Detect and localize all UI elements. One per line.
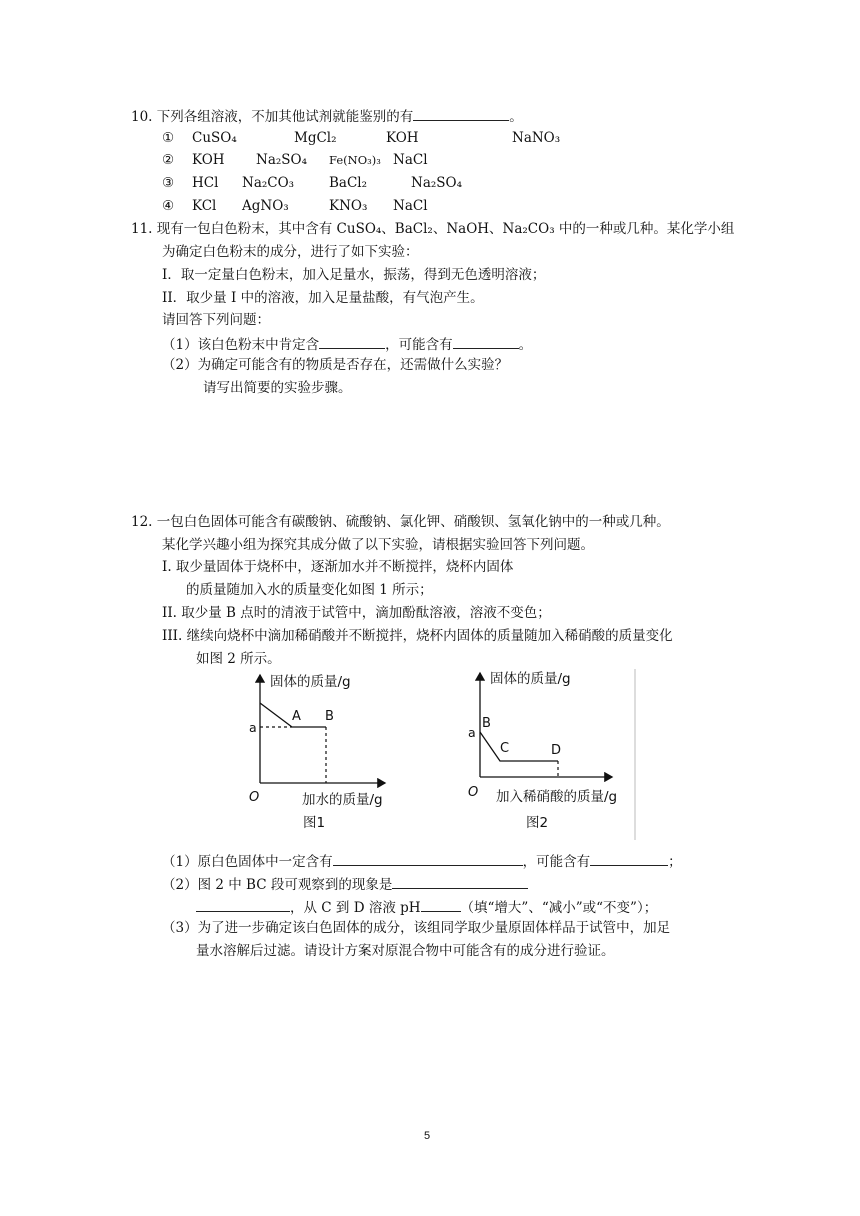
q12-sub2-blank-3[interactable]: [421, 897, 461, 912]
q10-option-4: [162, 197, 428, 215]
q11-sub-2-instruction: 请写出简要的实验步骤。: [203, 380, 352, 396]
option-number: ④: [162, 198, 175, 214]
fig2-point-D: D: [551, 743, 562, 758]
q12-sub2-mid: ，从 C 到 D 溶液 pH: [290, 900, 421, 916]
q11-sub-1: [162, 334, 532, 354]
option-item: Na₂CO₃: [242, 175, 295, 191]
q12-step-1: I. 取少量固体于烧杯中，逐渐加水并不断搅拌，烧杯内固体: [162, 559, 514, 575]
q12-sub1-mid: ，可能含有: [522, 854, 591, 870]
q12-sub2-text: （2）图 2 中 BC 段可观察到的现象是: [162, 877, 393, 893]
fig1-origin: O: [249, 790, 260, 805]
option-number: ②: [162, 152, 175, 168]
q12-sub-2: [162, 874, 528, 894]
option-item: CuSO₄: [192, 130, 237, 146]
option-item: NaCl: [393, 152, 428, 168]
q10-answer-blank[interactable]: [413, 106, 509, 121]
q12-sub2-blank-1[interactable]: [392, 874, 528, 889]
q12-sub-1: [162, 851, 682, 871]
q11-stem-line2: 为确定白色粉末的成分，进行了如下实验：: [162, 244, 419, 260]
option-item: KOH: [386, 130, 419, 146]
q11-sub1-end: 。: [518, 337, 533, 353]
option-item: Na₂SO₄: [256, 152, 308, 168]
option-item: MgCl₂: [294, 130, 337, 146]
q12-sub1-blank-1[interactable]: [333, 851, 523, 866]
option-item: KNO₃: [329, 198, 368, 214]
fig2-caption: 图2: [526, 815, 549, 831]
q11-sub1-mid: ，可能含有: [385, 337, 453, 353]
fig1-a-label: a: [249, 720, 257, 735]
fig2-point-C: C: [500, 741, 510, 756]
q11-ask: 请回答下列问题：: [162, 312, 270, 328]
q11-sub1-blank-2[interactable]: [453, 334, 519, 349]
q11-sub-2: （2）为确定可能含有的物质是否存在，还需做什么实验？: [162, 357, 509, 373]
q12-step-3-cont: 如图 2 所示。: [196, 651, 281, 667]
q11-sub1-blank-1[interactable]: [319, 334, 385, 349]
fig1-caption: 图1: [303, 815, 326, 831]
option-item: NaCl: [393, 198, 428, 214]
figure-2: [462, 665, 642, 840]
fig1-x-label: 加水的质量/g: [302, 792, 383, 808]
q11-step-1: I．取一定量白色粉末，加入足量水，振荡，得到无色透明溶液；: [162, 267, 546, 283]
option-item: AgNO₃: [242, 198, 289, 214]
q12-sub-2-cont: [196, 897, 657, 917]
q10-option-2: [162, 151, 428, 169]
option-item: BaCl₂: [329, 175, 368, 191]
q11-answer-area[interactable]: [162, 402, 722, 502]
q12-sub-3: （3）为了进一步确定该白色固体的成分，该组同学取少量原固体样品于试管中，加足: [162, 920, 671, 936]
q10-stem: [131, 106, 523, 126]
fig2-a-label: a: [468, 725, 476, 740]
q12-step-2: II. 取少量 B 点时的清液于试管中，滴加酚酞溶液，溶液不变色；: [162, 605, 551, 621]
option-item: Fe(NO₃)₃: [329, 153, 381, 167]
option-item: KOH: [192, 152, 225, 168]
fig2-origin: O: [468, 785, 479, 800]
page-number: 5: [424, 1130, 431, 1142]
fig1-point-A: A: [292, 709, 301, 724]
q10-option-3: [162, 174, 462, 192]
q12-sub-3-cont: 量水溶解后过滤。请设计方案对原混合物中可能含有的成分进行验证。: [196, 943, 615, 959]
q10-stem-end: 。: [509, 109, 523, 125]
q12-sub1-end: ；: [668, 854, 682, 870]
q11-step-2: II．取少量 I 中的溶液，加入足量盐酸，有气泡产生。: [162, 290, 484, 306]
figure-1: [240, 665, 440, 840]
option-item: NaNO₃: [512, 130, 561, 146]
option-item: Na₂SO₄: [411, 175, 463, 191]
fig1-point-B: B: [325, 709, 334, 724]
q12-answer-area[interactable]: [162, 968, 722, 1088]
q12-sub2-blank-2[interactable]: [196, 897, 290, 912]
fig2-y-label: 固体的质量/g: [490, 671, 571, 687]
fig2-curve: [480, 732, 558, 761]
q11-sub1-text: （1）该白色粉末中肯定含: [162, 337, 320, 353]
q12-step-3: III. 继续向烧杯中滴加稀硝酸并不断搅拌，烧杯内固体的质量随加入稀硝酸的质量变化: [162, 628, 673, 644]
q12-step-1-cont: 的质量随加入水的质量变化如图 1 所示；: [186, 582, 433, 598]
q11-stem-line1: 11. 现有一包白色粉末，其中含有 CuSO₄、BaCl₂、NaOH、Na₂CO₃ 中的一种或几种。某化学小组: [131, 221, 735, 237]
q12-sub1-blank-2[interactable]: [590, 851, 668, 866]
fig1-y-label: 固体的质量/g: [270, 674, 351, 690]
fig2-point-B: B: [482, 716, 491, 731]
option-item: HCl: [192, 175, 219, 191]
q12-stem-line2: 某化学兴趣小组为探究其成分做了以下实验，请根据实验回答下列问题。: [162, 537, 594, 553]
q12-sub2-end: （填“增大”、“减小”或“不变”）；: [460, 900, 658, 916]
fig2-x-label: 加入稀硝酸的质量/g: [496, 789, 618, 805]
q12-sub1-text: （1）原白色固体中一定含有: [162, 854, 333, 870]
option-number: ③: [162, 175, 175, 191]
q10-option-1: [162, 129, 560, 147]
option-item: KCl: [192, 198, 217, 214]
q10-stem-text: 10. 下列各组溶液，不加其他试剂就能鉴别的有: [131, 109, 414, 125]
q12-stem-line1: 12. 一包白色固体可能含有碳酸钠、硫酸钠、氯化钾、硝酸钡、氢氧化钠中的一种或几种。: [131, 514, 670, 530]
option-number: ①: [162, 130, 175, 146]
